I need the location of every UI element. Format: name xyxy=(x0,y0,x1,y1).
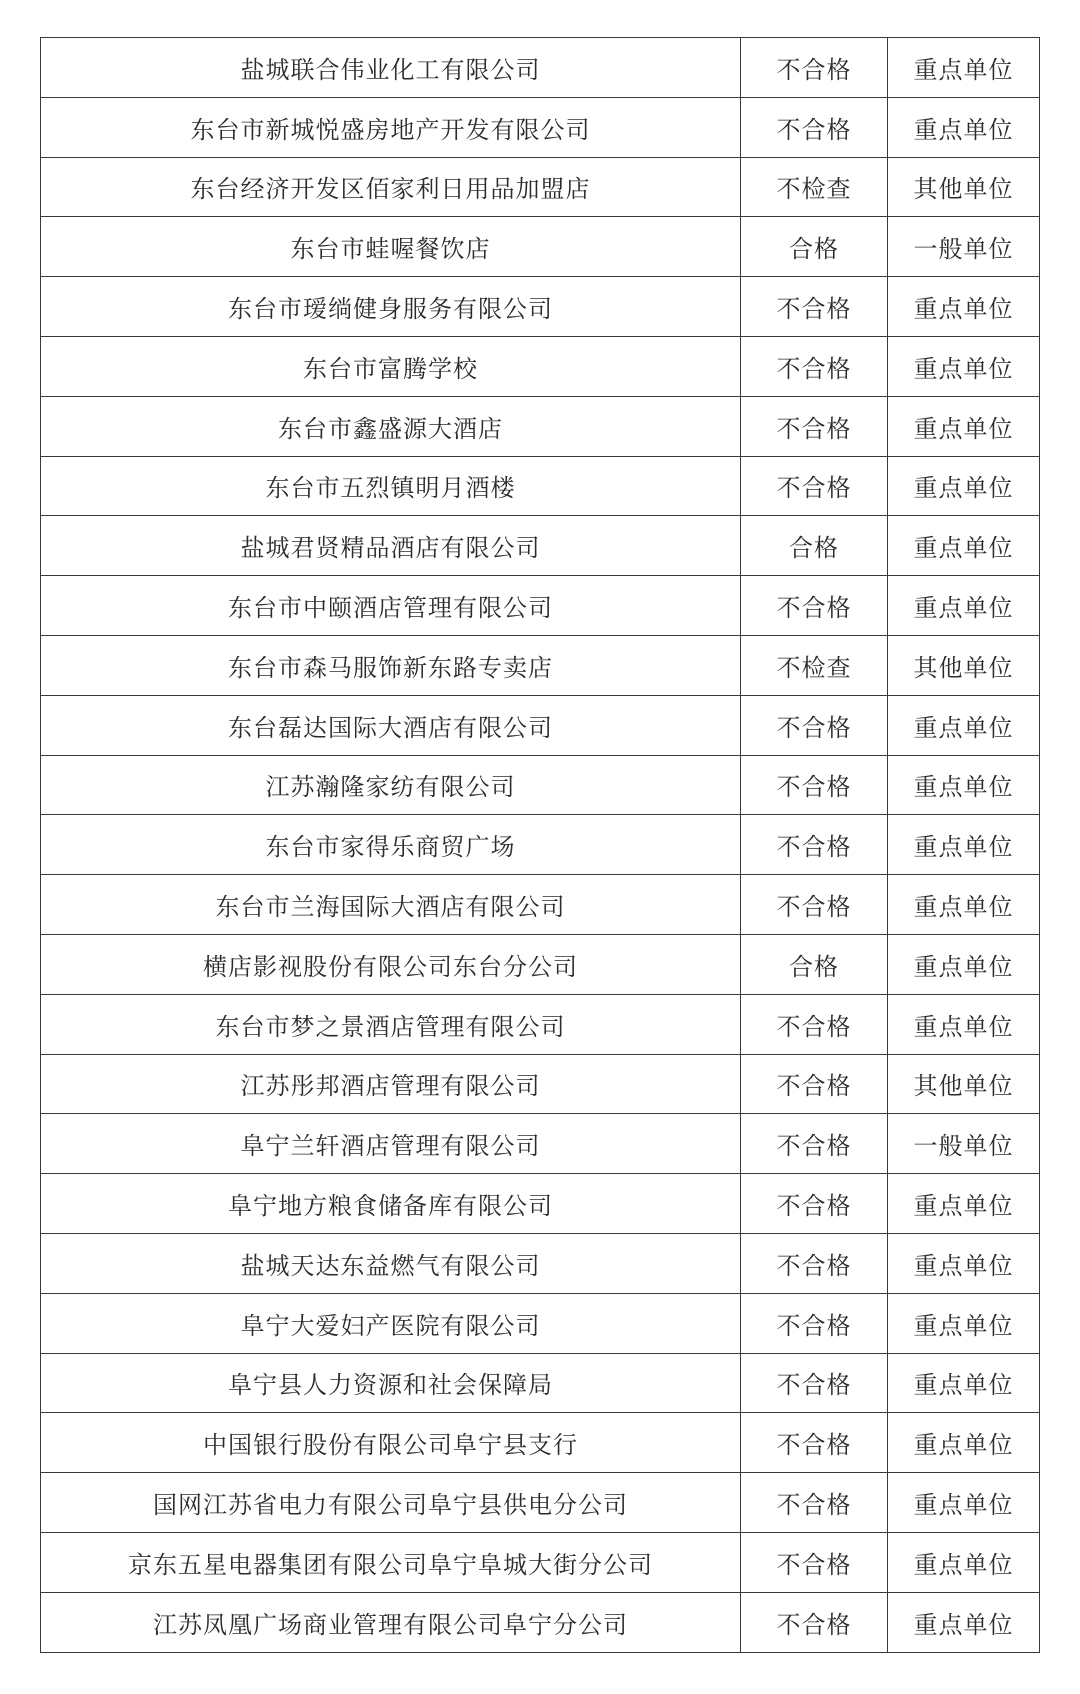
table-row xyxy=(41,1413,1040,1473)
inspection-result-cell: 合格 xyxy=(741,934,888,994)
table-row xyxy=(41,1473,1040,1533)
table-row xyxy=(41,635,1040,695)
company-name-cell: 国网江苏省电力有限公司阜宁县供电分公司 xyxy=(41,1473,741,1533)
company-name-cell: 横店影视股份有限公司东台分公司 xyxy=(41,934,741,994)
table-row xyxy=(41,396,1040,456)
unit-type-cell: 重点单位 xyxy=(888,695,1040,755)
inspection-result-cell: 不检查 xyxy=(741,157,888,217)
company-name-cell: 东台市兰海国际大酒店有限公司 xyxy=(41,875,741,935)
table-row xyxy=(41,1353,1040,1413)
unit-type-cell: 重点单位 xyxy=(888,97,1040,157)
inspection-result-cell: 不合格 xyxy=(741,277,888,337)
table-row xyxy=(41,456,1040,516)
company-name-cell: 阜宁县人力资源和社会保障局 xyxy=(41,1353,741,1413)
inspection-result-cell: 不合格 xyxy=(741,755,888,815)
company-name-cell: 东台市富腾学校 xyxy=(41,336,741,396)
company-name-cell: 东台市家得乐商贸广场 xyxy=(41,815,741,875)
company-name-cell: 盐城天达东益燃气有限公司 xyxy=(41,1233,741,1293)
unit-type-cell: 重点单位 xyxy=(888,1592,1040,1652)
table-row xyxy=(41,157,1040,217)
inspection-result-cell: 不合格 xyxy=(741,1054,888,1114)
table-row xyxy=(41,755,1040,815)
unit-type-cell: 重点单位 xyxy=(888,755,1040,815)
inspection-result-cell: 不合格 xyxy=(741,695,888,755)
unit-type-cell: 重点单位 xyxy=(888,994,1040,1054)
company-name-cell: 江苏彤邦酒店管理有限公司 xyxy=(41,1054,741,1114)
table-row xyxy=(41,38,1040,98)
unit-type-cell: 其他单位 xyxy=(888,157,1040,217)
company-name-cell: 东台市梦之景酒店管理有限公司 xyxy=(41,994,741,1054)
company-name-cell: 京东五星电器集团有限公司阜宁阜城大街分公司 xyxy=(41,1532,741,1592)
company-name-cell: 东台市瑷绱健身服务有限公司 xyxy=(41,277,741,337)
unit-type-cell: 重点单位 xyxy=(888,1353,1040,1413)
company-name-cell: 东台经济开发区佰家利日用品加盟店 xyxy=(41,157,741,217)
unit-type-cell: 重点单位 xyxy=(888,516,1040,576)
unit-type-cell: 重点单位 xyxy=(888,1174,1040,1234)
unit-type-cell: 重点单位 xyxy=(888,336,1040,396)
inspection-table-container xyxy=(40,37,1039,1653)
inspection-result-cell: 不检查 xyxy=(741,635,888,695)
inspection-result-cell: 不合格 xyxy=(741,1353,888,1413)
unit-type-cell: 重点单位 xyxy=(888,875,1040,935)
inspection-result-cell: 不合格 xyxy=(741,1114,888,1174)
company-name-cell: 东台市中颐酒店管理有限公司 xyxy=(41,576,741,636)
company-name-cell: 东台磊达国际大酒店有限公司 xyxy=(41,695,741,755)
table-row xyxy=(41,695,1040,755)
unit-type-cell: 重点单位 xyxy=(888,1233,1040,1293)
inspection-result-cell: 不合格 xyxy=(741,1293,888,1353)
table-row xyxy=(41,934,1040,994)
unit-type-cell: 重点单位 xyxy=(888,456,1040,516)
inspection-result-cell: 不合格 xyxy=(741,1532,888,1592)
table-row xyxy=(41,1293,1040,1353)
unit-type-cell: 其他单位 xyxy=(888,1054,1040,1114)
inspection-result-cell: 不合格 xyxy=(741,994,888,1054)
company-name-cell: 阜宁大爱妇产医院有限公司 xyxy=(41,1293,741,1353)
inspection-result-cell: 不合格 xyxy=(741,1174,888,1234)
company-name-cell: 阜宁地方粮食储备库有限公司 xyxy=(41,1174,741,1234)
unit-type-cell: 重点单位 xyxy=(888,1532,1040,1592)
unit-type-cell: 重点单位 xyxy=(888,277,1040,337)
unit-type-cell: 重点单位 xyxy=(888,934,1040,994)
inspection-result-cell: 不合格 xyxy=(741,1592,888,1652)
unit-type-cell: 重点单位 xyxy=(888,38,1040,98)
unit-type-cell: 一般单位 xyxy=(888,217,1040,277)
table-row xyxy=(41,994,1040,1054)
unit-type-cell: 重点单位 xyxy=(888,1413,1040,1473)
company-name-cell: 盐城联合伟业化工有限公司 xyxy=(41,38,741,98)
table-row xyxy=(41,516,1040,576)
company-name-cell: 东台市新城悦盛房地产开发有限公司 xyxy=(41,97,741,157)
company-name-cell: 东台市蛙喔餐饮店 xyxy=(41,217,741,277)
inspection-result-cell: 不合格 xyxy=(741,875,888,935)
inspection-result-cell: 不合格 xyxy=(741,456,888,516)
unit-type-cell: 一般单位 xyxy=(888,1114,1040,1174)
company-name-cell: 中国银行股份有限公司阜宁县支行 xyxy=(41,1413,741,1473)
table-row xyxy=(41,576,1040,636)
company-name-cell: 盐城君贤精品酒店有限公司 xyxy=(41,516,741,576)
company-name-cell: 江苏凤凰广场商业管理有限公司阜宁分公司 xyxy=(41,1592,741,1652)
company-name-cell: 阜宁兰轩酒店管理有限公司 xyxy=(41,1114,741,1174)
table-row xyxy=(41,1114,1040,1174)
company-name-cell: 江苏瀚隆家纺有限公司 xyxy=(41,755,741,815)
table-row xyxy=(41,336,1040,396)
unit-type-cell: 重点单位 xyxy=(888,1293,1040,1353)
unit-type-cell: 重点单位 xyxy=(888,576,1040,636)
company-name-cell: 东台市森马服饰新东路专卖店 xyxy=(41,635,741,695)
company-name-cell: 东台市鑫盛源大酒店 xyxy=(41,396,741,456)
table-row xyxy=(41,1174,1040,1234)
table-row xyxy=(41,217,1040,277)
table-row xyxy=(41,277,1040,337)
table-body xyxy=(41,38,1040,1653)
inspection-table xyxy=(40,37,1040,1653)
table-row xyxy=(41,1532,1040,1592)
inspection-result-cell: 合格 xyxy=(741,217,888,277)
inspection-result-cell: 不合格 xyxy=(741,396,888,456)
inspection-result-cell: 不合格 xyxy=(741,1233,888,1293)
inspection-result-cell: 不合格 xyxy=(741,576,888,636)
inspection-result-cell: 不合格 xyxy=(741,1413,888,1473)
inspection-result-cell: 不合格 xyxy=(741,336,888,396)
table-row xyxy=(41,1592,1040,1652)
unit-type-cell: 重点单位 xyxy=(888,1473,1040,1533)
company-name-cell: 东台市五烈镇明月酒楼 xyxy=(41,456,741,516)
inspection-result-cell: 不合格 xyxy=(741,97,888,157)
unit-type-cell: 其他单位 xyxy=(888,635,1040,695)
table-row xyxy=(41,875,1040,935)
unit-type-cell: 重点单位 xyxy=(888,815,1040,875)
table-row xyxy=(41,1233,1040,1293)
inspection-result-cell: 不合格 xyxy=(741,1473,888,1533)
table-row xyxy=(41,815,1040,875)
inspection-result-cell: 不合格 xyxy=(741,38,888,98)
table-row xyxy=(41,1054,1040,1114)
inspection-result-cell: 合格 xyxy=(741,516,888,576)
unit-type-cell: 重点单位 xyxy=(888,396,1040,456)
inspection-result-cell: 不合格 xyxy=(741,815,888,875)
table-row xyxy=(41,97,1040,157)
